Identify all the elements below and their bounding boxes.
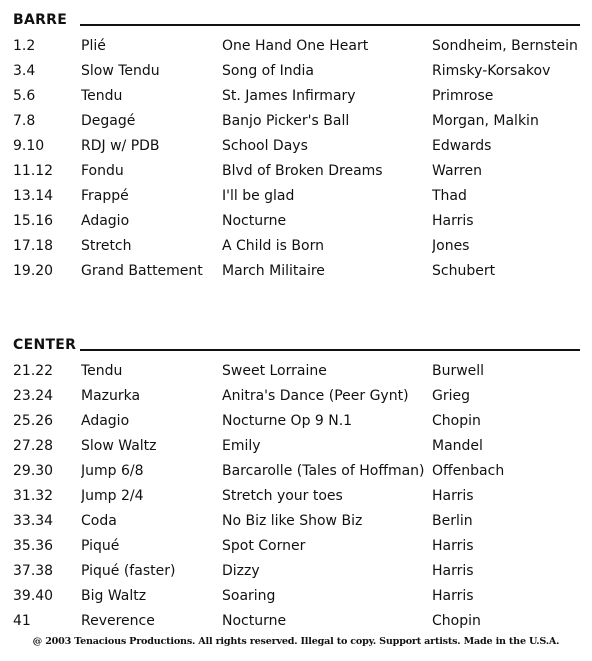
song-title: Song of India <box>222 63 314 79</box>
exercise-name: Reverence <box>81 613 155 629</box>
track-row <box>0 534 592 559</box>
exercise-name: Piqué (faster) <box>81 563 176 579</box>
track-row <box>0 584 592 609</box>
track-number: 39.40 <box>13 588 54 604</box>
track-row <box>0 59 592 84</box>
track-number: 7.8 <box>13 113 36 129</box>
song-title: Nocturne Op 9 N.1 <box>222 413 353 429</box>
exercise-name: Slow Waltz <box>81 438 157 454</box>
song-title: Banjo Picker's Ball <box>222 113 350 129</box>
composer-name: Rimsky-Korsakov <box>432 63 551 79</box>
exercise-name: Plié <box>81 38 106 54</box>
exercise-name: Mazurka <box>81 388 141 404</box>
track-number: 25.26 <box>13 413 54 429</box>
song-title: St. James Infirmary <box>222 88 356 104</box>
center-title: CENTER <box>13 337 77 353</box>
track-number: 31.32 <box>13 488 54 504</box>
track-row <box>0 384 592 409</box>
composer-name: Offenbach <box>432 463 505 479</box>
composer-name: Morgan, Malkin <box>432 113 539 129</box>
exercise-name: Slow Tendu <box>81 63 160 79</box>
track-number: 1.2 <box>13 38 36 54</box>
track-number: 9.10 <box>13 138 45 154</box>
song-title: No Biz like Show Biz <box>222 513 363 529</box>
track-row <box>0 609 592 634</box>
song-title: School Days <box>222 138 308 154</box>
song-title: Nocturne <box>222 613 287 629</box>
track-row <box>0 109 592 134</box>
track-number: 11.12 <box>13 163 54 179</box>
composer-name: Harris <box>432 538 474 554</box>
track-row <box>0 359 592 384</box>
track-row <box>0 559 592 584</box>
exercise-name: Coda <box>81 513 117 529</box>
track-number: 41 <box>13 613 31 629</box>
track-row <box>0 509 592 534</box>
center-section <box>0 337 592 634</box>
composer-name: Chopin <box>432 613 481 629</box>
song-title: A Child is Born <box>222 238 324 254</box>
exercise-name: Fondu <box>81 163 124 179</box>
track-row <box>0 259 592 284</box>
composer-name: Schubert <box>432 263 496 279</box>
song-title: Dizzy <box>222 563 260 579</box>
composer-name: Warren <box>432 163 482 179</box>
composer-name: Primrose <box>432 88 494 104</box>
composer-name: Edwards <box>432 138 492 154</box>
track-row <box>0 459 592 484</box>
exercise-name: Frappé <box>81 188 129 204</box>
exercise-name: Tendu <box>81 88 123 104</box>
song-title: Barcarolle (Tales of Hoffman) <box>222 463 425 479</box>
exercise-name: Adagio <box>81 213 130 229</box>
track-number: 19.20 <box>13 263 54 279</box>
song-title: March Militaire <box>222 263 325 279</box>
barre-section <box>0 12 592 284</box>
exercise-name: Jump 6/8 <box>81 463 144 479</box>
composer-name: Chopin <box>432 413 481 429</box>
composer-name: Harris <box>432 563 474 579</box>
track-row <box>0 84 592 109</box>
track-number: 29.30 <box>13 463 54 479</box>
track-row <box>0 184 592 209</box>
song-title: Soaring <box>222 588 276 604</box>
composer-name: Jones <box>432 238 470 254</box>
center-track-list <box>0 359 592 634</box>
song-title: Anitra's Dance (Peer Gynt) <box>222 388 409 404</box>
track-number: 13.14 <box>13 188 54 204</box>
barre-track-list <box>0 34 592 284</box>
composer-name: Harris <box>432 488 474 504</box>
exercise-name: Degagé <box>81 113 136 129</box>
composer-name: Grieg <box>432 388 470 404</box>
track-row <box>0 34 592 59</box>
composer-name: Mandel <box>432 438 483 454</box>
song-title: Emily <box>222 438 261 454</box>
track-row <box>0 134 592 159</box>
track-row <box>0 434 592 459</box>
track-number: 33.34 <box>13 513 54 529</box>
center-header <box>0 337 592 359</box>
track-row <box>0 234 592 259</box>
song-title: Sweet Lorraine <box>222 363 327 379</box>
composer-name: Berlin <box>432 513 473 529</box>
song-title: Spot Corner <box>222 538 306 554</box>
barre-rule <box>80 24 580 26</box>
track-number: 37.38 <box>13 563 54 579</box>
composer-name: Harris <box>432 213 474 229</box>
song-title: Stretch your toes <box>222 488 343 504</box>
track-number: 27.28 <box>13 438 54 454</box>
center-rule <box>80 349 580 351</box>
exercise-name: Stretch <box>81 238 132 254</box>
track-row <box>0 409 592 434</box>
copyright-footer: @ 2003 Tenacious Productions. All rights reserved. Illegal to copy. Support artists. Made in the U.S.A. <box>32 636 560 647</box>
track-row <box>0 484 592 509</box>
barre-title: BARRE <box>13 12 68 28</box>
barre-header <box>0 12 592 34</box>
track-number: 23.24 <box>13 388 54 404</box>
composer-name: Thad <box>432 188 467 204</box>
exercise-name: Jump 2/4 <box>81 488 144 504</box>
composer-name: Burwell <box>432 363 485 379</box>
track-row <box>0 209 592 234</box>
song-title: One Hand One Heart <box>222 38 369 54</box>
track-number: 5.6 <box>13 88 36 104</box>
track-number: 35.36 <box>13 538 54 554</box>
track-number: 21.22 <box>13 363 54 379</box>
exercise-name: RDJ w/ PDB <box>81 138 160 154</box>
track-number: 3.4 <box>13 63 36 79</box>
composer-name: Harris <box>432 588 474 604</box>
song-title: Blvd of Broken Dreams <box>222 163 383 179</box>
exercise-name: Adagio <box>81 413 130 429</box>
song-title: I'll be glad <box>222 188 295 204</box>
song-title: Nocturne <box>222 213 287 229</box>
exercise-name: Grand Battement <box>81 263 203 279</box>
exercise-name: Big Waltz <box>81 588 147 604</box>
exercise-name: Piqué <box>81 538 120 554</box>
track-row <box>0 159 592 184</box>
track-number: 15.16 <box>13 213 54 229</box>
composer-name: Sondheim, Bernstein <box>432 38 578 54</box>
exercise-name: Tendu <box>81 363 123 379</box>
track-number: 17.18 <box>13 238 54 254</box>
